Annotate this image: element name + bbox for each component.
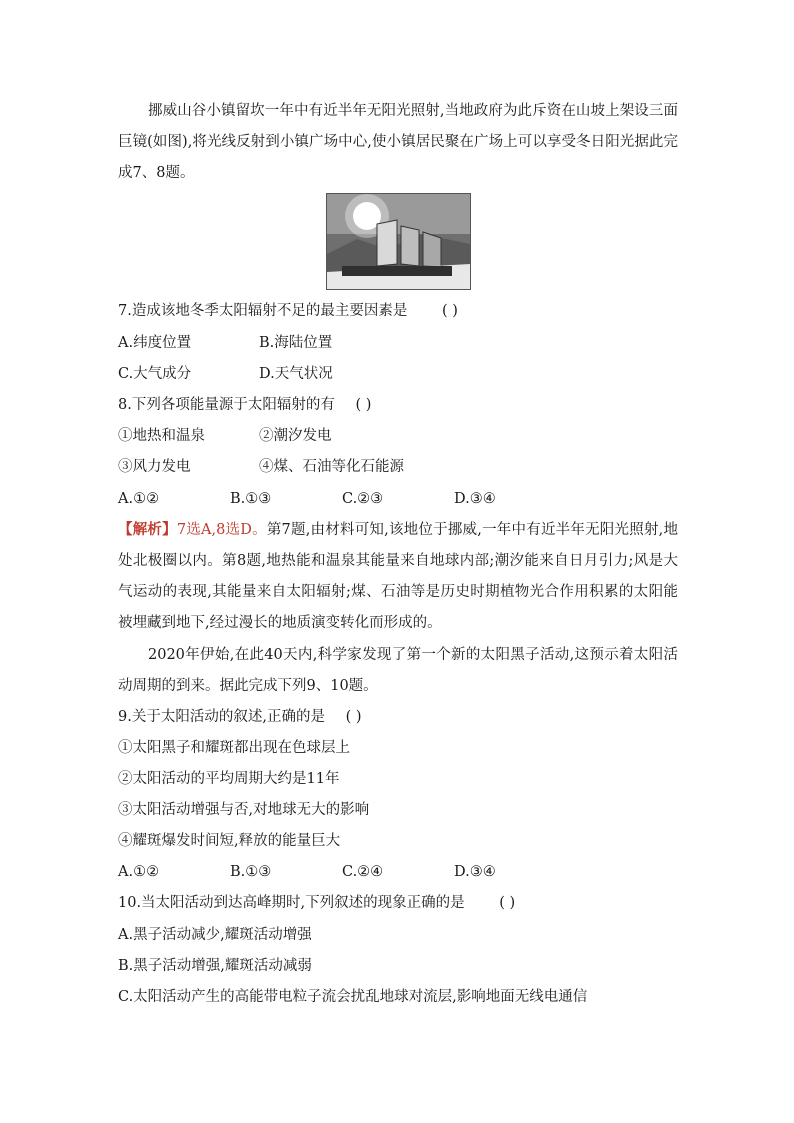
q7-option-c: C.大气成分 bbox=[118, 366, 192, 382]
q7-stem-text: 7.造成该地冬季太阳辐射不足的最主要因素是 bbox=[118, 303, 408, 319]
analysis-answer: 7选A,8选D。 bbox=[176, 522, 267, 538]
q8-option-a: A.①② bbox=[118, 491, 160, 507]
analysis-tag: 【解析】 bbox=[118, 521, 177, 538]
q8-stem bbox=[118, 395, 371, 415]
q9-item-3: ③太阳活动增强与否,对地球无大的影响 bbox=[118, 802, 370, 818]
q7-option-b: B.海陆位置 bbox=[259, 335, 333, 351]
q10-answer-blank: ( ) bbox=[499, 895, 516, 911]
q9-option-c: C.②④ bbox=[342, 864, 384, 880]
q8-stem-text: 8.下列各项能量源于太阳辐射的有 bbox=[118, 397, 335, 413]
q9-item-1: ①太阳黑子和耀斑都出现在色球层上 bbox=[118, 740, 350, 756]
q9-option-b: B.①③ bbox=[230, 864, 272, 880]
q7-stem bbox=[118, 301, 458, 321]
q10-option-c: C.太阳活动产生的高能带电粒子流会扰乱地球对流层,影响地面无线电通信 bbox=[118, 989, 588, 1005]
analysis-paragraph bbox=[118, 514, 678, 639]
q9-stem bbox=[118, 707, 362, 727]
q10-stem-text: 10.当太阳活动到达高峰期时,下列叙述的现象正确的是 bbox=[118, 895, 465, 911]
q10-option-b: B.黑子活动增强,耀斑活动减弱 bbox=[118, 958, 312, 974]
mirrors-photo bbox=[326, 193, 471, 290]
q9-item-4: ④耀斑爆发时间短,释放的能量巨大 bbox=[118, 833, 341, 849]
q7-option-a: A.纬度位置 bbox=[118, 335, 192, 351]
q9-answer-blank: ( ) bbox=[345, 709, 362, 725]
q7-answer-blank: ( ) bbox=[441, 303, 458, 319]
q8-item-3: ③风力发电 bbox=[118, 459, 191, 475]
q7-option-d: D.天气状况 bbox=[259, 366, 333, 382]
q10-stem bbox=[118, 893, 515, 913]
q8-answer-blank: ( ) bbox=[355, 397, 372, 413]
q8-item-4: ④煤、石油等化石能源 bbox=[259, 459, 404, 475]
q9-item-2: ②太阳活动的平均周期大约是11年 bbox=[118, 771, 340, 787]
q8-option-b: B.①③ bbox=[230, 491, 272, 507]
q8-option-d: D.③④ bbox=[454, 491, 496, 507]
intro2-paragraph: 2020年伊始,在此40天内,科学家发现了第一个新的太阳黑子活动,这预示着太阳活动周期的到来。据此完成下列9、10题。 bbox=[118, 647, 678, 694]
q8-option-c: C.②③ bbox=[342, 491, 384, 507]
q9-option-d: D.③④ bbox=[454, 864, 496, 880]
q9-option-a: A.①② bbox=[118, 864, 160, 880]
intro-paragraph: 挪威山谷小镇留坎一年中有近半年无阳光照射,当地政府为此斥资在山坡上架设三面巨镜(如图),将光线反射到小镇广场中心,使小镇居民聚在广场上可以享受冬日阳光据此完成7、8题。 bbox=[118, 103, 678, 181]
q9-stem-text: 9.关于太阳活动的叙述,正确的是 bbox=[118, 709, 325, 725]
photo-drawing bbox=[327, 194, 470, 289]
q10-option-a: A.黑子活动减少,耀斑活动增强 bbox=[118, 927, 312, 943]
analysis-text: 第7题,由材料可知,该地位于挪威,一年中有近半年无阳光照射,地处北极圈以内。第8题,地热能和温泉其能量来自地球内部;潮汐能来自日月引力;风是大气运动的表现,其能量来自太阳辐射;煤、石油等是历史时期植物光合作用积累的太阳能被埋藏到地下,经过漫长的地质演变转化而形成的。 bbox=[118, 522, 678, 631]
q8-item-2: ②潮汐发电 bbox=[259, 428, 332, 444]
q8-item-1: ①地热和温泉 bbox=[118, 428, 205, 444]
